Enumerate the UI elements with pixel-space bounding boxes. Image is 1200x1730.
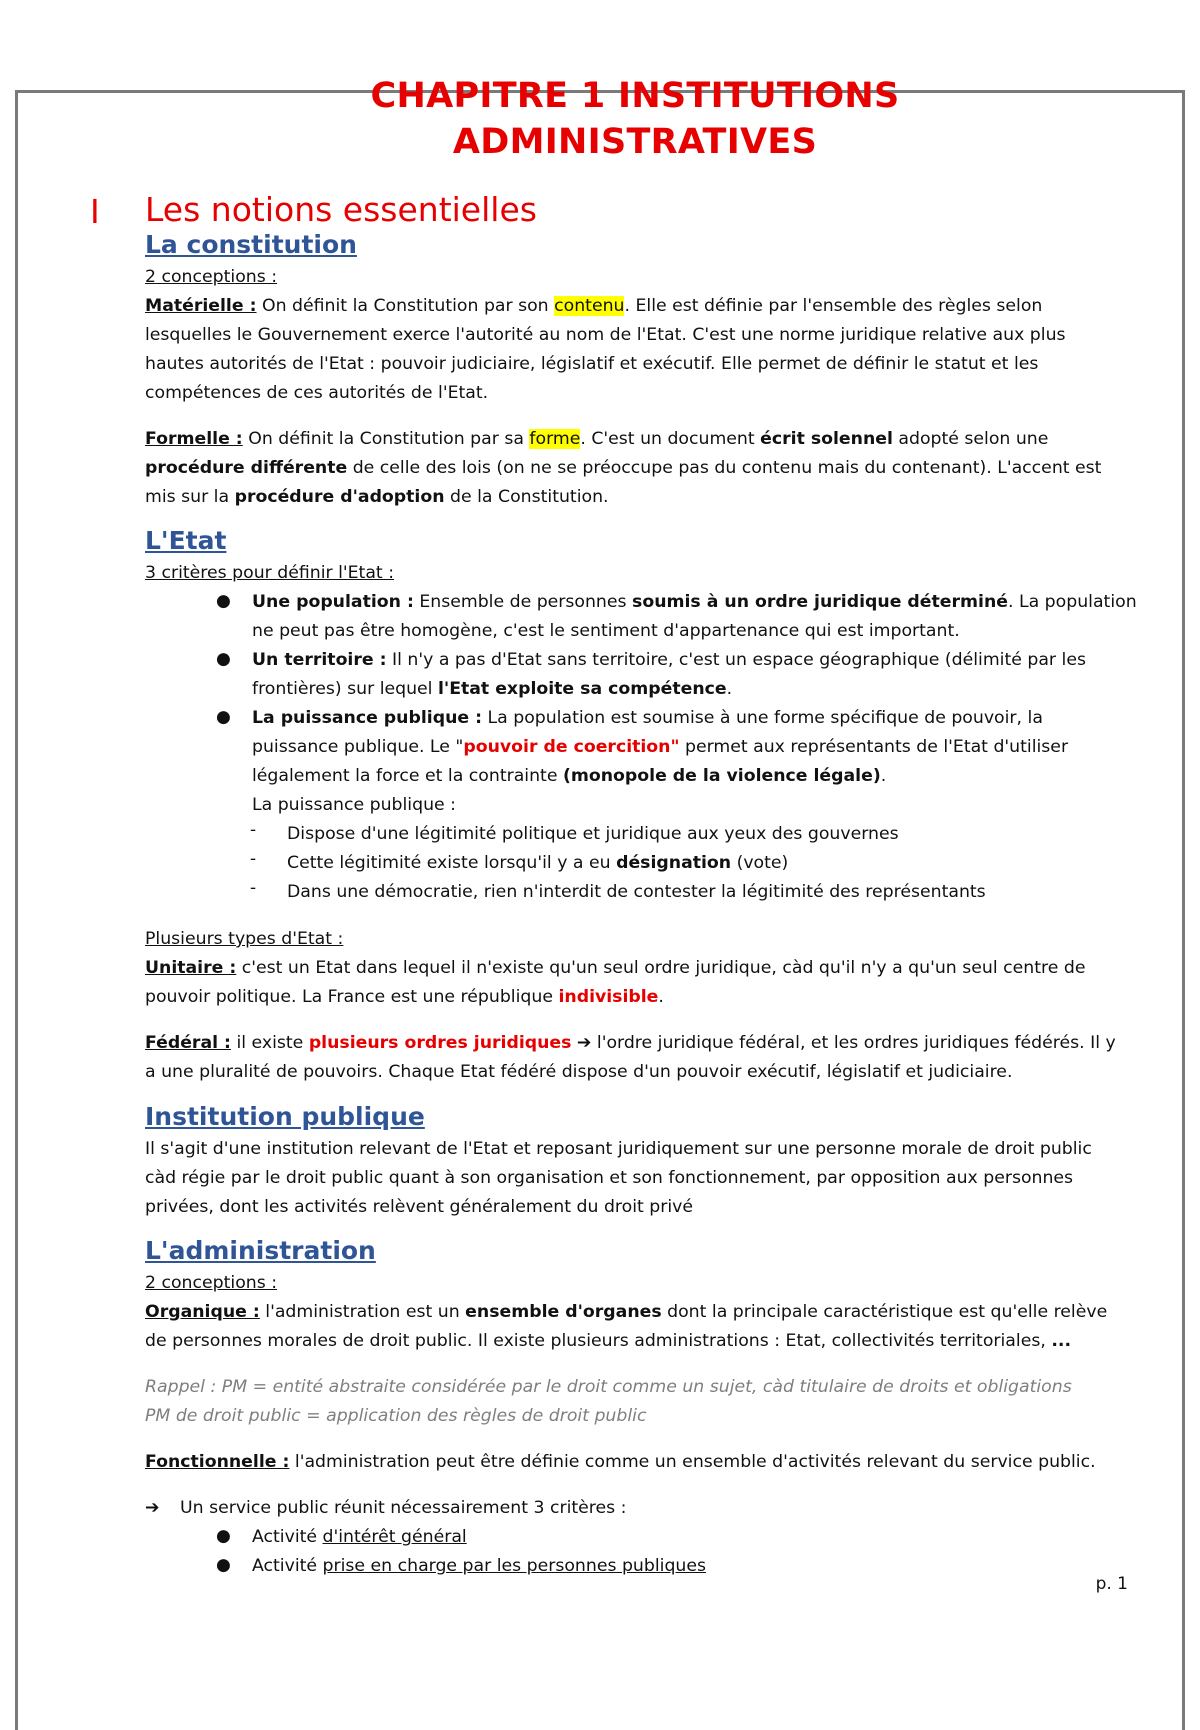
section-number: I bbox=[90, 192, 100, 231]
section-heading: Les notions essentielles bbox=[145, 190, 537, 229]
federal-line2: a une pluralité de pouvoirs. Chaque Etat fédéré dispose d'un pouvoir exécutif, législatif et judiciaire. bbox=[145, 1062, 1013, 1082]
puissance-line1: La puissance publique : La population est soumise à une forme spécifique de pouvoir, la bbox=[252, 708, 1043, 728]
territoire-line1: Un territoire : Il n'y a pas d'Etat sans territoire, c'est un espace géographique (délimité par les bbox=[252, 650, 1086, 670]
critere-item: Activité d'intérêt général bbox=[252, 1527, 467, 1547]
bullet-icon: ● bbox=[216, 707, 231, 727]
heading-institution: Institution publique bbox=[145, 1102, 425, 1131]
bullet-icon: ● bbox=[216, 591, 231, 611]
dash-item: Cette légitimité existe lorsqu'il y a eu désignation (vote) bbox=[287, 853, 789, 873]
puissance-line2: puissance publique. Le "pouvoir de coercition" permet aux représentants de l'Etat d'utiliser bbox=[252, 737, 1069, 757]
service-public-line: Un service public réunit nécessairement 3 critères : bbox=[180, 1498, 627, 1518]
bullet-icon: ● bbox=[216, 1526, 231, 1546]
fonctionnelle-line1: Fonctionnelle : l'administration peut être définie comme un ensemble d'activités relevant du service public. bbox=[145, 1452, 1096, 1472]
formelle-line3: mis sur la procédure d'adoption de la Constitution. bbox=[145, 487, 609, 507]
heading-etat: L'Etat bbox=[145, 526, 227, 555]
chapter-title-line2: ADMINISTRATIVES bbox=[452, 122, 818, 162]
constitution-conceptions: 2 conceptions : bbox=[145, 267, 278, 287]
administration-conceptions: 2 conceptions : bbox=[145, 1273, 278, 1293]
etat-types: Plusieurs types d'Etat : bbox=[145, 929, 344, 949]
formelle-line2: procédure différente de celle des lois (on ne se préoccupe pas du contenu mais du contenant). L'accent est bbox=[145, 458, 1102, 478]
materielle-line2: lesquelles le Gouvernement exerce l'autorité au nom de l'Etat. C'est une norme juridique relative aux plus bbox=[145, 325, 1066, 345]
dash-item: Dans une démocratie, rien n'interdit de contester la légitimité des représentants bbox=[287, 882, 986, 902]
puissance-line4: La puissance publique : bbox=[252, 795, 456, 815]
materielle-line1: Matérielle : On définit la Constitution par son contenu. Elle est définie par l'ensemble des règles selon bbox=[145, 296, 1043, 316]
federal-line1: Fédéral : il existe plusieurs ordres juridiques ➔ l'ordre juridique fédéral, et les ordres juridiques fédérés. Il y bbox=[145, 1033, 1116, 1053]
etat-criteres: 3 critères pour définir l'Etat : bbox=[145, 563, 395, 583]
territoire-line2: frontières) sur lequel l'Etat exploite sa compétence. bbox=[252, 679, 733, 699]
rappel-line1: Rappel : PM = entité abstraite considérée par le droit comme un sujet, càd titulaire de droits et obligations bbox=[145, 1377, 1072, 1397]
unitaire-line1: Unitaire : c'est un Etat dans lequel il n'existe qu'un seul ordre juridique, càd qu'il n'y a qu'un seul centre de bbox=[145, 958, 1086, 978]
dash-marker: - bbox=[250, 820, 257, 840]
institution-line2: càd régie par le droit public quant à son organisation et son fonctionnement, par opposition aux personnes bbox=[145, 1168, 1074, 1188]
critere-item: Activité prise en charge par les personnes publiques bbox=[252, 1556, 707, 1576]
materielle-line3: hautes autorités de l'Etat : pouvoir judiciaire, législatif et exécutif. Elle permet de définir le statut et les bbox=[145, 354, 1039, 374]
heading-administration: L'administration bbox=[145, 1236, 376, 1265]
page-number: p. 1 bbox=[1095, 1574, 1128, 1594]
organique-line2: de personnes morales de droit public. Il existe plusieurs administrations : Etat, collectivités territoriales, ... bbox=[145, 1331, 1072, 1351]
dash-marker: - bbox=[250, 878, 257, 898]
population-line1: Une population : Ensemble de personnes soumis à un ordre juridique déterminé. La population bbox=[252, 592, 1137, 612]
formelle-line1: Formelle : On définit la Constitution par sa forme. C'est un document écrit solennel adopté selon une bbox=[145, 429, 1049, 449]
dash-item: Dispose d'une légitimité politique et juridique aux yeux des gouvernes bbox=[287, 824, 899, 844]
rappel-line2: PM de droit public = application des règles de droit public bbox=[145, 1406, 647, 1426]
heading-constitution: La constitution bbox=[145, 230, 357, 259]
arrow-right-icon: ➔ bbox=[571, 1033, 597, 1053]
chapter-title-line1: CHAPITRE 1 INSTITUTIONS bbox=[370, 76, 900, 116]
unitaire-line2: pouvoir politique. La France est une république indivisible. bbox=[145, 987, 664, 1007]
puissance-line3: légalement la force et la contrainte (monopole de la violence légale). bbox=[252, 766, 887, 786]
dash-marker: - bbox=[250, 849, 257, 869]
organique-line1: Organique : l'administration est un ensemble d'organes dont la principale caractéristique est qu'elle relève bbox=[145, 1302, 1108, 1322]
institution-line3: privées, dont les activités relèvent généralement du droit privé bbox=[145, 1197, 694, 1217]
arrow-right-icon: ➔ bbox=[145, 1498, 160, 1518]
bullet-icon: ● bbox=[216, 1555, 231, 1575]
materielle-line4: compétences de ces autorités de l'Etat. bbox=[145, 383, 489, 403]
bullet-icon: ● bbox=[216, 649, 231, 669]
institution-line1: Il s'agit d'une institution relevant de l'Etat et reposant juridiquement sur une personne morale de droit public bbox=[145, 1139, 1092, 1159]
population-line2: ne peut pas être homogène, c'est le sentiment d'appartenance qui est important. bbox=[252, 621, 960, 641]
